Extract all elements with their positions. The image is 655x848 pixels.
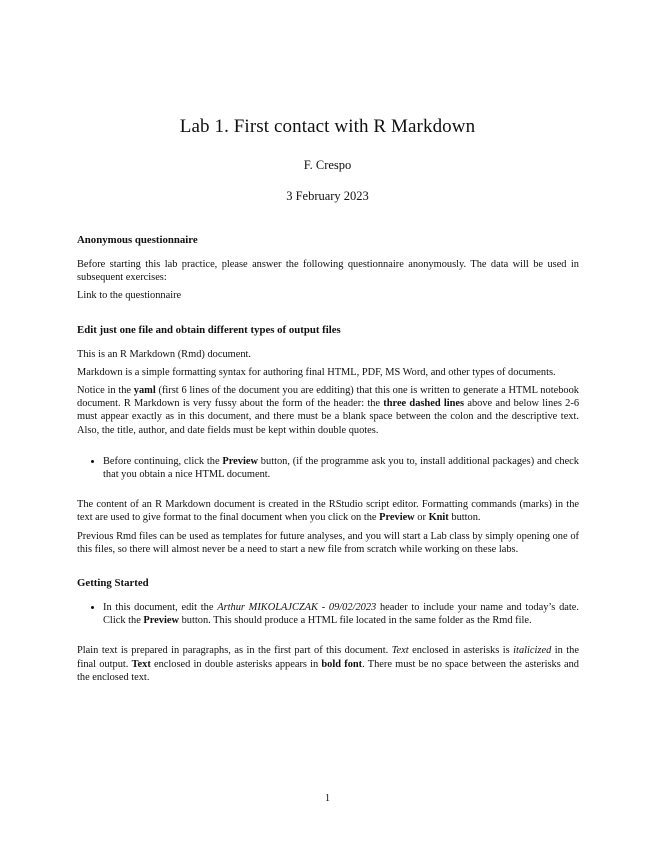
bold-preview: Preview [222, 455, 258, 467]
bold-text: Text [131, 658, 151, 670]
bold-three-dashed-lines: three dashed lines [383, 398, 465, 410]
page-number: 1 [324, 793, 331, 804]
text-run: button. This should produce a HTML file located in the same folder as the Rmd file. [179, 615, 532, 627]
list-item [103, 601, 579, 627]
paragraph-templates: Previous Rmd files can be used as templates for future analyses, and you will start a Lab class by simply opening one of this files, so there will almost never be a need to start a new file from scratch while working on these labs. [77, 530, 579, 555]
heading-getting-started: Getting Started [77, 577, 149, 590]
paragraph-plain-text [77, 644, 579, 684]
bold-yaml: yaml [133, 385, 156, 397]
text-run: In this document, edit the [103, 602, 218, 614]
text-run: above and below lines 2-6 must appear exactly as in this document, and there must be a blank space between the colon and the descriptive text. Also, the title, author, and date fields must be kept within double quotes. [77, 398, 580, 436]
paragraph-yaml-notice [77, 384, 579, 437]
text-run: Plain text is prepared in paragraphs, as in the first part of this document. [77, 645, 392, 657]
bold-knit: Knit [428, 512, 449, 524]
text-run: enclosed in asterisks is [408, 645, 514, 657]
text-run: (first 6 lines of the document you are edditing) that this one is written to generate a HTML notebook document. R Markdown is very fussy about the form of the header: the [77, 385, 579, 410]
heading-anonymous-questionnaire: Anonymous questionnaire [77, 234, 198, 246]
italic-text: Text [391, 645, 409, 657]
heading-edit-one-file: Edit just one file and obtain different types of output files [77, 323, 341, 336]
bullet-list-getting-started [77, 601, 579, 627]
bold-preview: Preview [379, 512, 415, 524]
text-run: in the final output. [77, 645, 579, 670]
document-title: Lab 1. First contact with R Markdown [179, 116, 476, 137]
italic-header-name: Arthur MIKOLAJCZAK - 09/02/2023 [217, 602, 377, 614]
text-run: button, (if the programme ask you to, install additional packages) and check that you obtain a nice HTML document. [103, 455, 579, 481]
bold-preview: Preview [143, 615, 179, 627]
text-run: . There must be no space between the asterisks and the enclosed text. [77, 658, 579, 683]
text-run: header to include your name and today’s date. Click the [103, 602, 579, 627]
document-body [77, 233, 579, 684]
text-run: The content of an R Markdown document is created in the RStudio script editor. Formatting commands (marks) in the text are used to give format to the final document when you click on the [77, 499, 579, 524]
list-item [103, 455, 579, 481]
document-date: 3 February 2023 [286, 189, 369, 203]
paragraph-questionnaire-intro: Before starting this lab practice, please answer the following questionnaire anonymously. The data will be used in subsequent exercises: [77, 259, 579, 284]
text-run: button. [448, 512, 481, 524]
bullet-list-preview [77, 455, 579, 481]
text-run: enclosed in double asterisks appears in [150, 658, 322, 670]
italic-italicized: italicized [513, 645, 552, 657]
questionnaire-link[interactable]: Link to the questionnaire [77, 290, 182, 302]
paragraph-rstudio-editor [77, 498, 579, 524]
document-author: F. Crespo [303, 158, 352, 172]
text-run: Notice in the [77, 385, 134, 397]
bold-bold-font: bold font [321, 658, 363, 670]
paragraph-rmd-intro: This is an R Markdown (Rmd) document. [77, 348, 252, 360]
text-run: or [414, 512, 429, 524]
text-run: Before continuing, click the [103, 455, 223, 467]
paragraph-markdown-definition: Markdown is a simple formatting syntax for authoring final HTML, PDF, MS Word, and other types of documents. [77, 366, 556, 378]
